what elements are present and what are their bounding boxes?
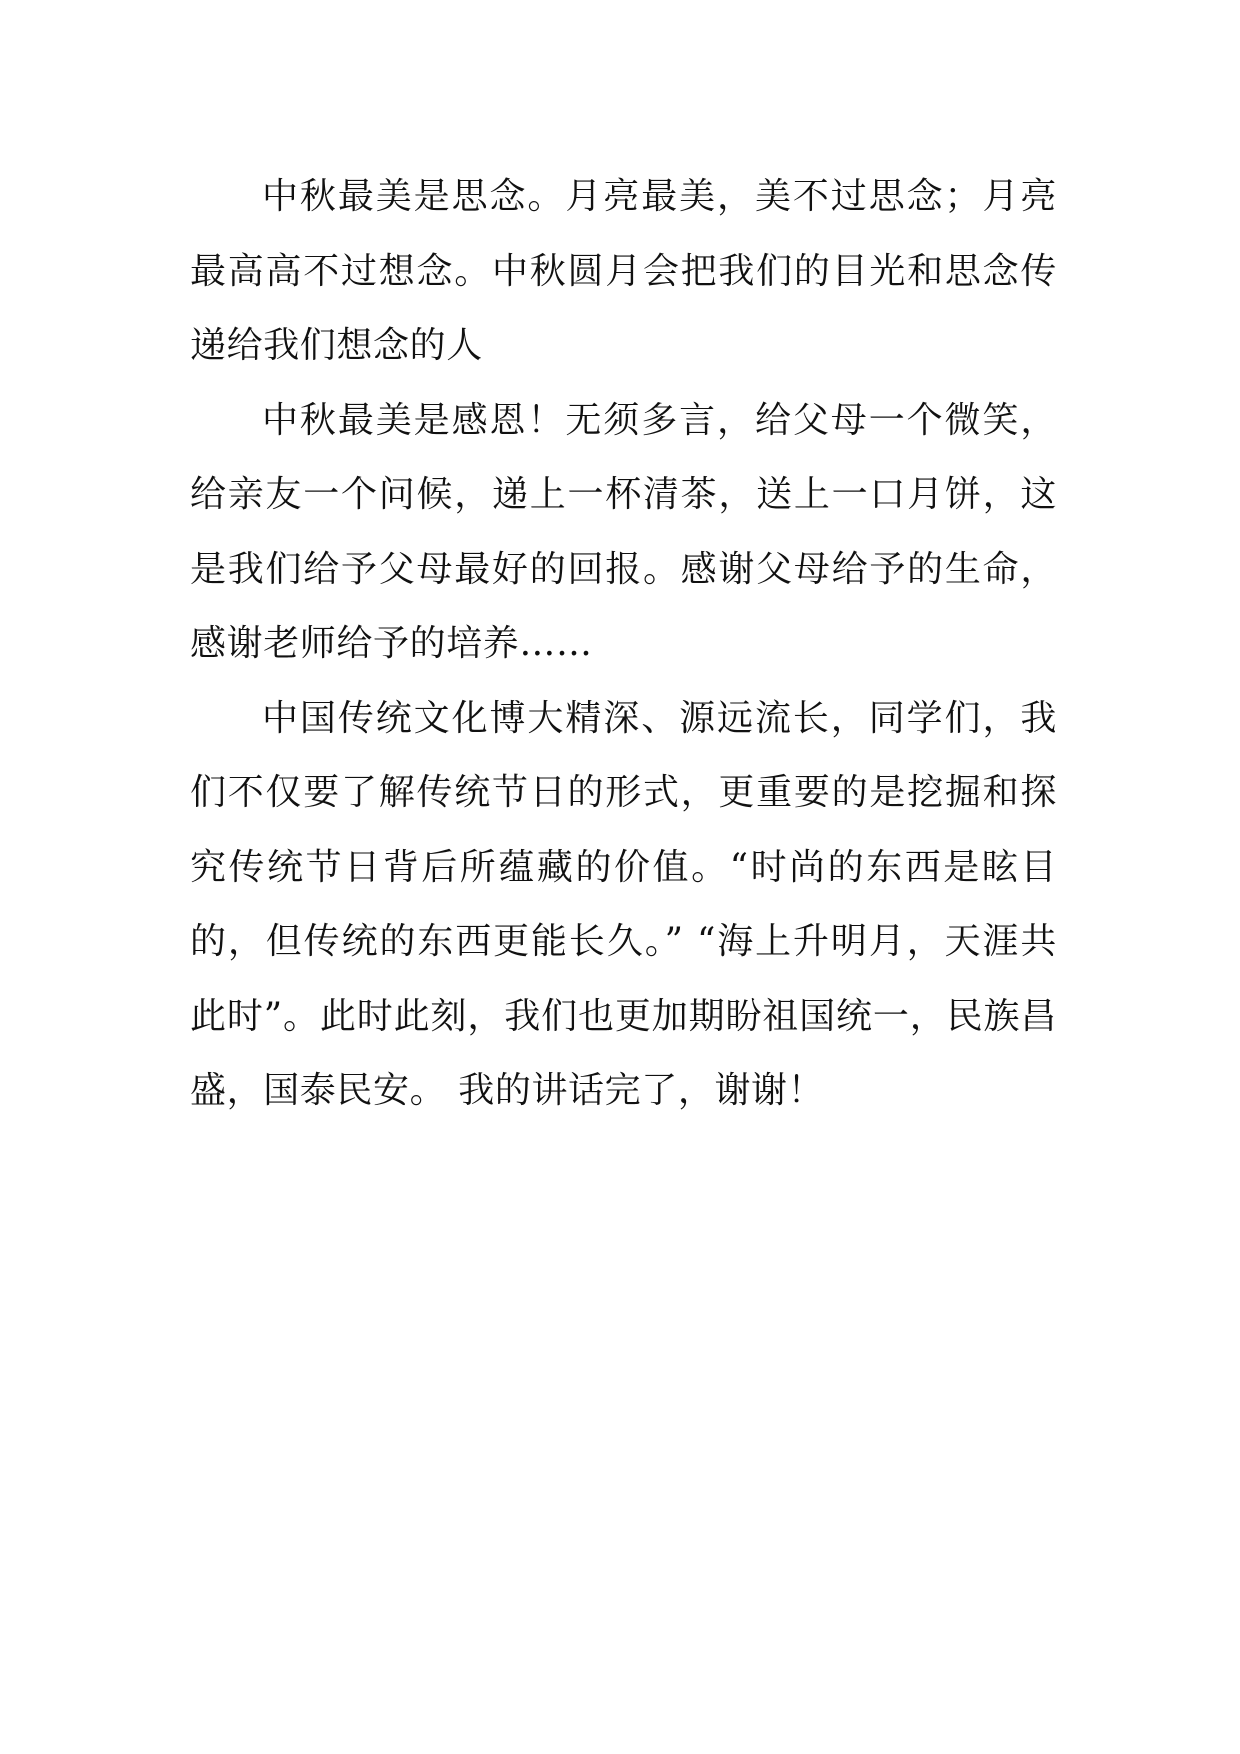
paragraph-tradition: 中国传统文化博大精深、源远流长，同学们，我们不仅要了解传统节日的形式，更重要的是挖掘和探究传统节日背后所蕴藏的价值。“时尚的东西是眩目的，但传统的东西更能长久。” “海上升明月，天涯共此时”。此时此刻，我们也更加期盼祖国统一，民族昌盛，国泰民安。 我的讲话完了，谢谢！ xyxy=(190,697,1057,1111)
paragraph-longing: 中秋最美是思念。月亮最美，美不过思念；月亮最高高不过想念。中秋圆月会把我们的目光和思念传递给我们想念的人 xyxy=(190,176,1057,366)
document-body xyxy=(190,160,1057,1129)
paragraph-gratitude: 中秋最美是感恩！无须多言，给父母一个微笑，给亲友一个问候，递上一杯清茶，送上一口月饼，这是我们给予父母最好的回报。感谢父母给予的生命，感谢老师给予的培养…… xyxy=(190,399,1057,664)
